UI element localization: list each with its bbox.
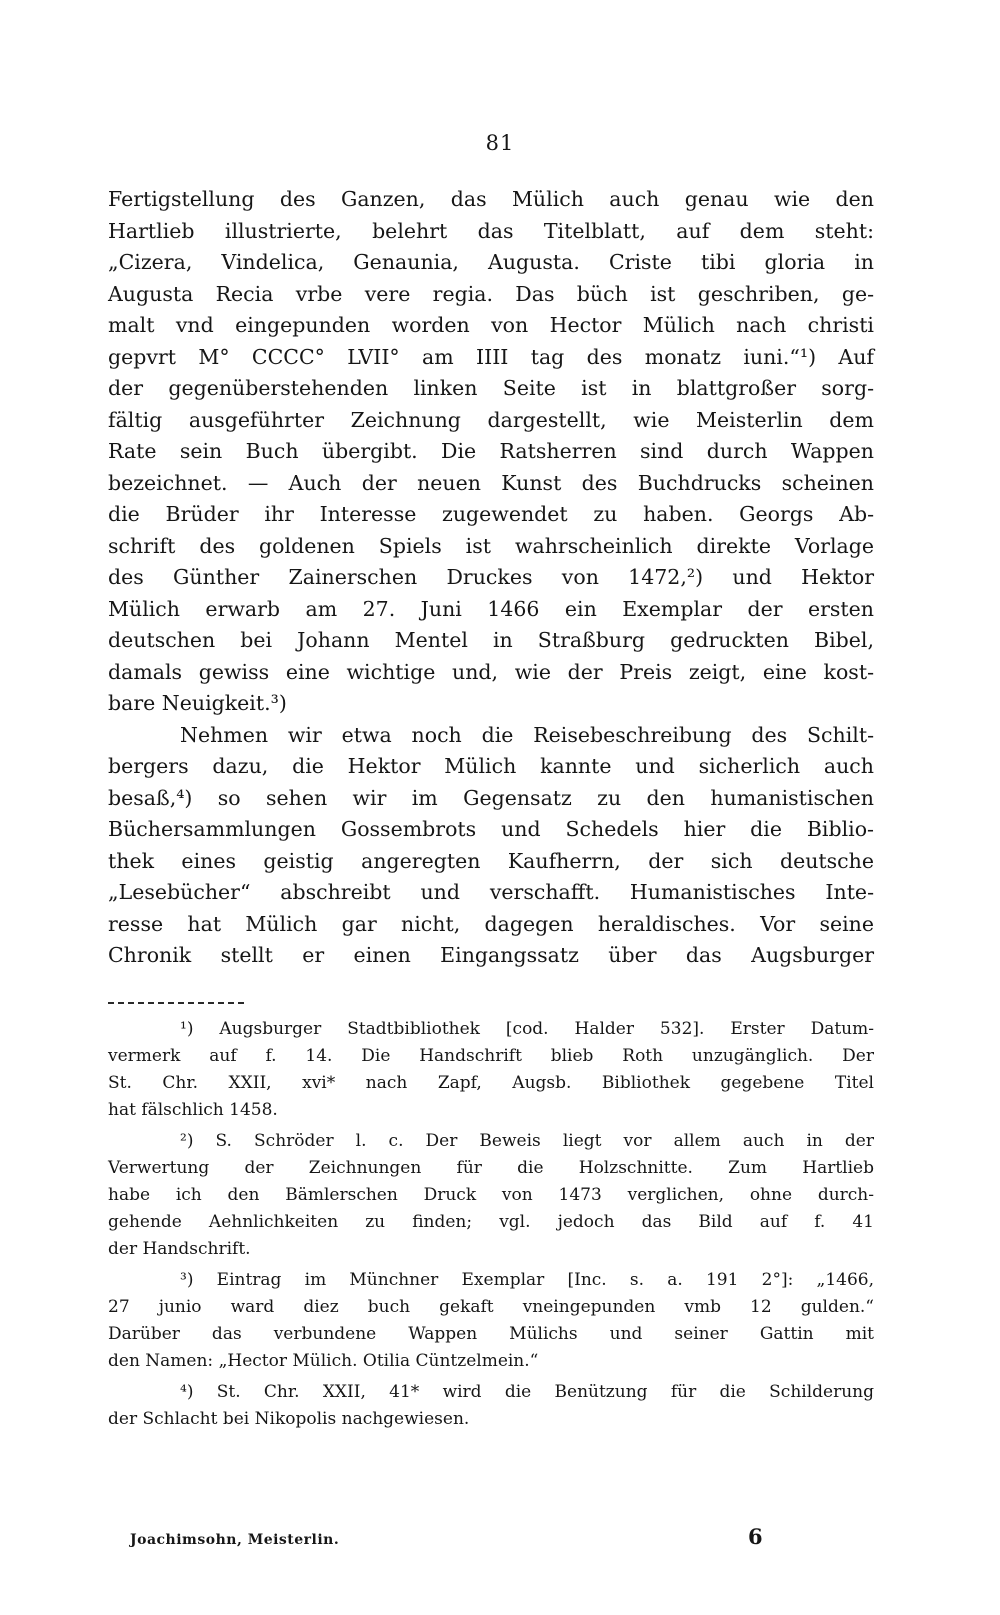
text-line: Chronik stellt er einen Eingangssatz über das Augsburger	[108, 943, 874, 967]
footnote-line: St. Chr. XXII, xvi* nach Zapf, Augsb. Bibliothek gegebene Titel	[108, 1073, 874, 1093]
text-line: bezeichnet. — Auch der neuen Kunst des Buchdrucks scheinen	[108, 470, 874, 495]
text-line: die Brüder ihr Interesse zugewendet zu haben. Georgs Ab-	[108, 502, 874, 526]
text-line: bare Neuigkeit.³)	[108, 691, 287, 715]
text-line: thek eines geistig angeregten Kaufherrn, der sich deutsche	[108, 848, 874, 873]
signature-mark: Joachimsohn, Meisterlin.	[130, 1532, 340, 1548]
text-line: gepvrt M° CCCC° LVII° am IIII tag des monatz iuni.“¹) Auf	[108, 344, 874, 369]
footnote-line: ²) S. Schröder l. c. Der Beweis liegt vor allem auch in der	[180, 1131, 874, 1151]
text-line: malt vnd eingepunden worden von Hector Mülich nach christi	[108, 313, 874, 337]
text-line: Büchersammlungen Gossembrots und Schedels hier die Biblio-	[108, 817, 874, 841]
text-line: damals gewiss eine wichtige und, wie der Preis zeigt, eine kost-	[108, 659, 874, 684]
text-line: Hartlieb illustrierte, belehrt das Titelblatt, auf dem steht:	[108, 218, 874, 243]
footnote-line: der Schlacht bei Nikopolis nachgewiesen.	[108, 1409, 470, 1429]
footnote-line: der Handschrift.	[108, 1239, 251, 1259]
text-line: resse hat Mülich gar nicht, dagegen heraldisches. Vor seine	[108, 911, 874, 936]
text-line: „Cizera, Vindelica, Genaunia, Augusta. Criste tibi gloria in	[108, 250, 874, 274]
text-line: schrift des goldenen Spiels ist wahrscheinlich direkte Vorlage	[108, 533, 874, 558]
text-line: besaß,⁴) so sehen wir im Gegensatz zu den humanistischen	[108, 785, 874, 810]
footnote-line: vermerk auf f. 14. Die Handschrift blieb Roth unzugänglich. Der	[108, 1046, 874, 1066]
footnote-separator	[108, 1002, 244, 1004]
text-line: Rate sein Buch übergibt. Die Ratsherren sind durch Wappen	[108, 439, 874, 463]
signature-number: 6	[748, 1524, 763, 1549]
footnote-line: ³) Eintrag im Münchner Exemplar [Inc. s. a. 191 2°]: „1466,	[180, 1270, 874, 1290]
page-number: 81	[485, 131, 515, 155]
text-line: Fertigstellung des Ganzen, das Mülich auch genau wie den	[108, 187, 874, 211]
footnote-line: gehende Aehnlichkeiten zu finden; vgl. jedoch das Bild auf f. 41	[108, 1212, 874, 1232]
text-line: bergers dazu, die Hektor Mülich kannte und sicherlich auch	[108, 754, 874, 778]
footnote-line: den Namen: „Hector Mülich. Otilia Cüntzelmein.“	[108, 1351, 539, 1371]
footnote-line: Darüber das verbundene Wappen Mülichs und seiner Gattin mit	[108, 1324, 874, 1344]
text-line: fältig ausgeführter Zeichnung dargestellt, wie Meisterlin dem	[108, 407, 874, 432]
text-line: „Lesebücher“ abschreibt und verschafft. Humanistisches Inte-	[108, 880, 874, 904]
text-line: deutschen bei Johann Mentel in Straßburg gedruckten Bibel,	[108, 628, 874, 652]
text-line: Augusta Recia vrbe vere regia. Das büch ist geschriben, ge-	[108, 281, 874, 306]
text-line: Mülich erwarb am 27. Juni 1466 ein Exemplar der ersten	[108, 596, 874, 621]
footnote-line: Verwertung der Zeichnungen für die Holzschnitte. Zum Hartlieb	[108, 1158, 874, 1178]
footnote-line: habe ich den Bämlerschen Druck von 1473 verglichen, ohne durch-	[108, 1185, 874, 1205]
text-line: des Günther Zainerschen Druckes von 1472,²) und Hektor	[108, 565, 874, 589]
text-line: Nehmen wir etwa noch die Reisebeschreibung des Schilt-	[180, 722, 874, 747]
footnotes	[108, 1016, 874, 1433]
footnote-line: hat fälschlich 1458.	[108, 1100, 278, 1120]
text-line: der gegenüberstehenden linken Seite ist in blattgroßer sorg-	[108, 376, 874, 400]
main-text	[108, 184, 874, 972]
footnote-line: ⁴) St. Chr. XXII, 41* wird die Benützung für die Schilderung	[180, 1382, 874, 1402]
footnote-line: 27 junio ward diez buch gekaft vneingepunden vmb 12 gulden.“	[108, 1297, 874, 1317]
footnote-line: ¹) Augsburger Stadtbibliothek [cod. Halder 532]. Erster Datum-	[180, 1019, 874, 1039]
